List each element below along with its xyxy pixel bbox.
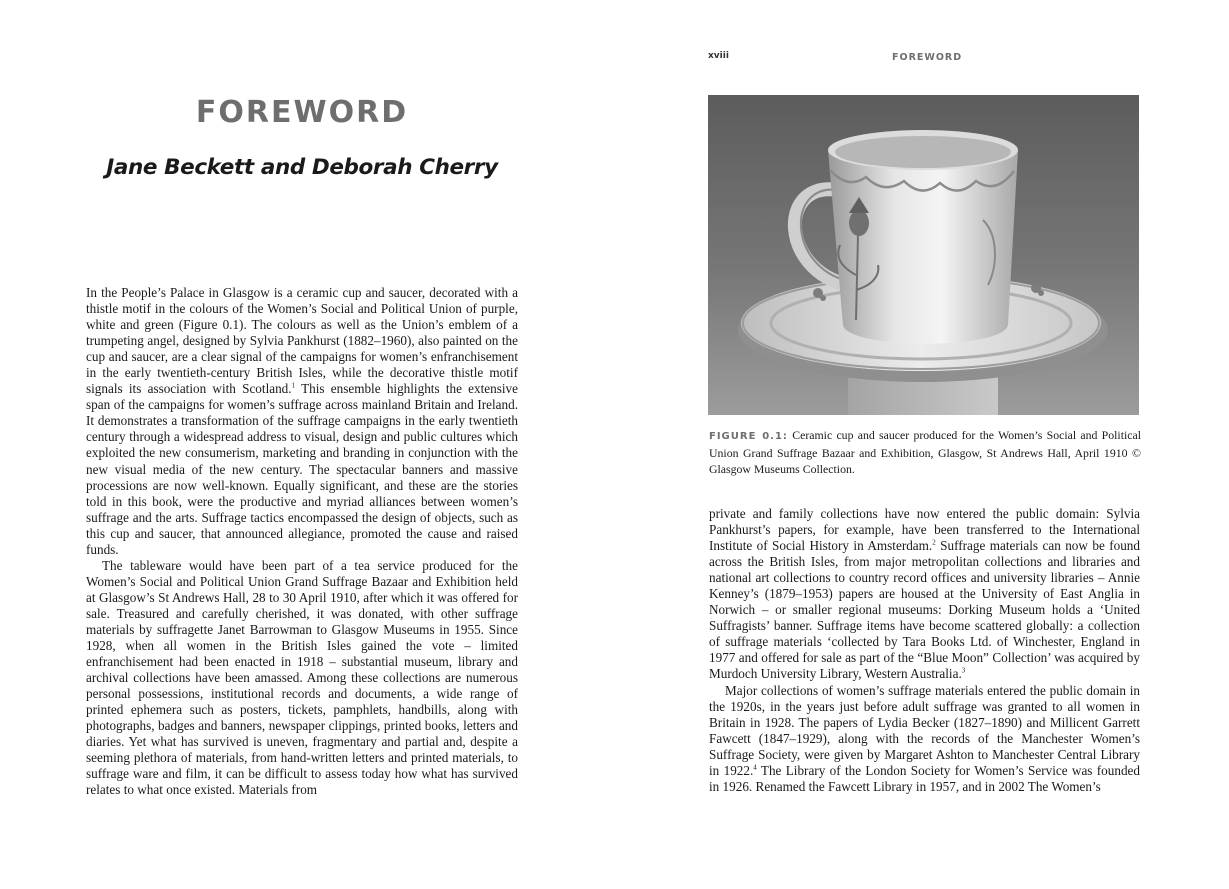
paragraph-4-text-cont: The Library of the London Society for Women’s Service was founded in 1926. Renamed the Fawcett Library in 1957, and in 2002 The Women’s bbox=[709, 762, 1140, 794]
figure-caption-text: Ceramic cup and saucer produced for the Women’s Social and Political Union Grand Suffrage Bazaar and Exhibition, Glasgow, St Andrews Hall, April 1910 © Glasgow Museums Collection. bbox=[709, 428, 1142, 476]
cup-and-saucer-photo bbox=[708, 95, 1139, 415]
page-number: xviii bbox=[708, 51, 729, 61]
right-page bbox=[614, 0, 1229, 889]
paragraph-1-text: In the People’s Palace in Glasgow is a ceramic cup and saucer, decorated with a thistle motif in the colours of the Women’s Social and Political Union of purple, white and green (Figure 0.1). The colours as well as the Union’s emblem of a trumpeting angel, designed by Sylvia Pankhurst (1882–1960), also painted on the cup and saucer, are a clear signal of the campaigns for women’s enfranchisement in the early twentieth-century British Isles, while the decorative thistle motif signals its association with Scotland. bbox=[86, 285, 518, 397]
paragraph-3 bbox=[709, 506, 1140, 683]
paragraph-3-text-cont: Suffrage materials can now be found across the British Isles, from major metropolitan collections and libraries and national art collections to country record offices and university libraries – Annie Kenney’s (1879–1953) papers are housed at the University of East Anglia in Norwich – or smaller regional museums: Dorking Museum holds a ‘United Suffragists’ banner. Suffrage items have become scattered globally: a collection of suffrage materials ‘collected by Tara Books Ltd. of Winchester, England in 1977 and offered for sale as part of the “Blue Moon” Collection’ was acquired by Murdoch University Library, Western Australia. bbox=[709, 538, 1140, 682]
chapter-title: FOREWORD bbox=[195, 95, 409, 130]
figure-label: FIGURE 0.1: bbox=[709, 431, 788, 442]
footnote-marker-2[interactable]: 2 bbox=[932, 538, 936, 547]
footnote-marker-4[interactable]: 4 bbox=[753, 763, 757, 772]
paragraph-4-text: Major collections of women’s suffrage materials entered the public domain in the 1920s, in the years just before adult suffrage was granted to all women in Britain in 1928. The papers of Lydia Becker (1827–1890) and Millicent Garrett Fawcett (1847–1929), along with the records of the Manchester Women’s Suffrage Society, were given by Margaret Ashton to Manchester Central Library in 1922. bbox=[709, 682, 1140, 778]
cup-and-saucer-illustration bbox=[708, 95, 1139, 415]
paragraph-1 bbox=[86, 285, 518, 558]
running-head: FOREWORD bbox=[892, 52, 963, 63]
paragraph-4 bbox=[709, 683, 1140, 795]
left-body-text bbox=[86, 285, 518, 799]
figure-caption bbox=[709, 427, 1141, 477]
paragraph-3-text: private and family collections have now entered the public domain: Sylvia Pankhurst’s papers, for example, have been transferred to the International Institute of Social History in Amsterdam. bbox=[709, 506, 1140, 554]
right-body-text bbox=[709, 506, 1140, 795]
footnote-marker-3[interactable]: 3 bbox=[961, 667, 966, 676]
paragraph-1-text-cont: This ensemble highlights the extensive span of the campaigns for women’s suffrage across mainland Britain and Ireland. It demonstrates a transformation of the suffrage campaigns in the early twentieth century through a widespread address to visual, design and public cultures which exploited the new consumerism, marketing and branding in conjunction with the new visual media of the new century. The spectacular banners and massive processions are now well-known. Equally significant, and these are the stories told in this book, were the productive and myriad alliances between women’s suffrage and the arts. Suffrage tactics encompassed the design of objects, such as this cup and saucer, that announced allegiance, promoted the cause and raised funds. bbox=[86, 381, 518, 557]
chapter-authors: Jane Beckett and Deborah Cherry bbox=[106, 155, 498, 180]
paragraph-2: The tableware would have been part of a tea service produced for the Women’s Social and Political Union Grand Suffrage Bazaar and Exhibition held at Glasgow’s St Andrews Hall, 28 to 30 April 1910, after which it was offered for sale. Treasured and carefully cherished, it was donated, with other suffrage materials by suffragette Janet Barrowman to Glasgow Museums in 1955. Since 1928, when all women in the British Isles gained the vote – limited enfranchisement had been enacted in 1918 – substantial museum, library and archival collections have been amassed. Among these collections are numerous personal possessions, institutional records and documents, a wide range of printed ephemera such as posters, tickets, pamphlets, handbills, along with photographs, badges and banners, newspaper clippings, printed books, letters and diaries. Yet what has survived is uneven, fragmentary and partial and, despite a seeming plethora of materials, from hand-written letters and printed materials, to suffrage ware and film, it can be difficult to assess today how what has survived relates to what once existed. Materials from bbox=[86, 557, 518, 798]
left-page bbox=[0, 0, 614, 889]
footnote-marker-1[interactable]: 1 bbox=[291, 381, 296, 390]
